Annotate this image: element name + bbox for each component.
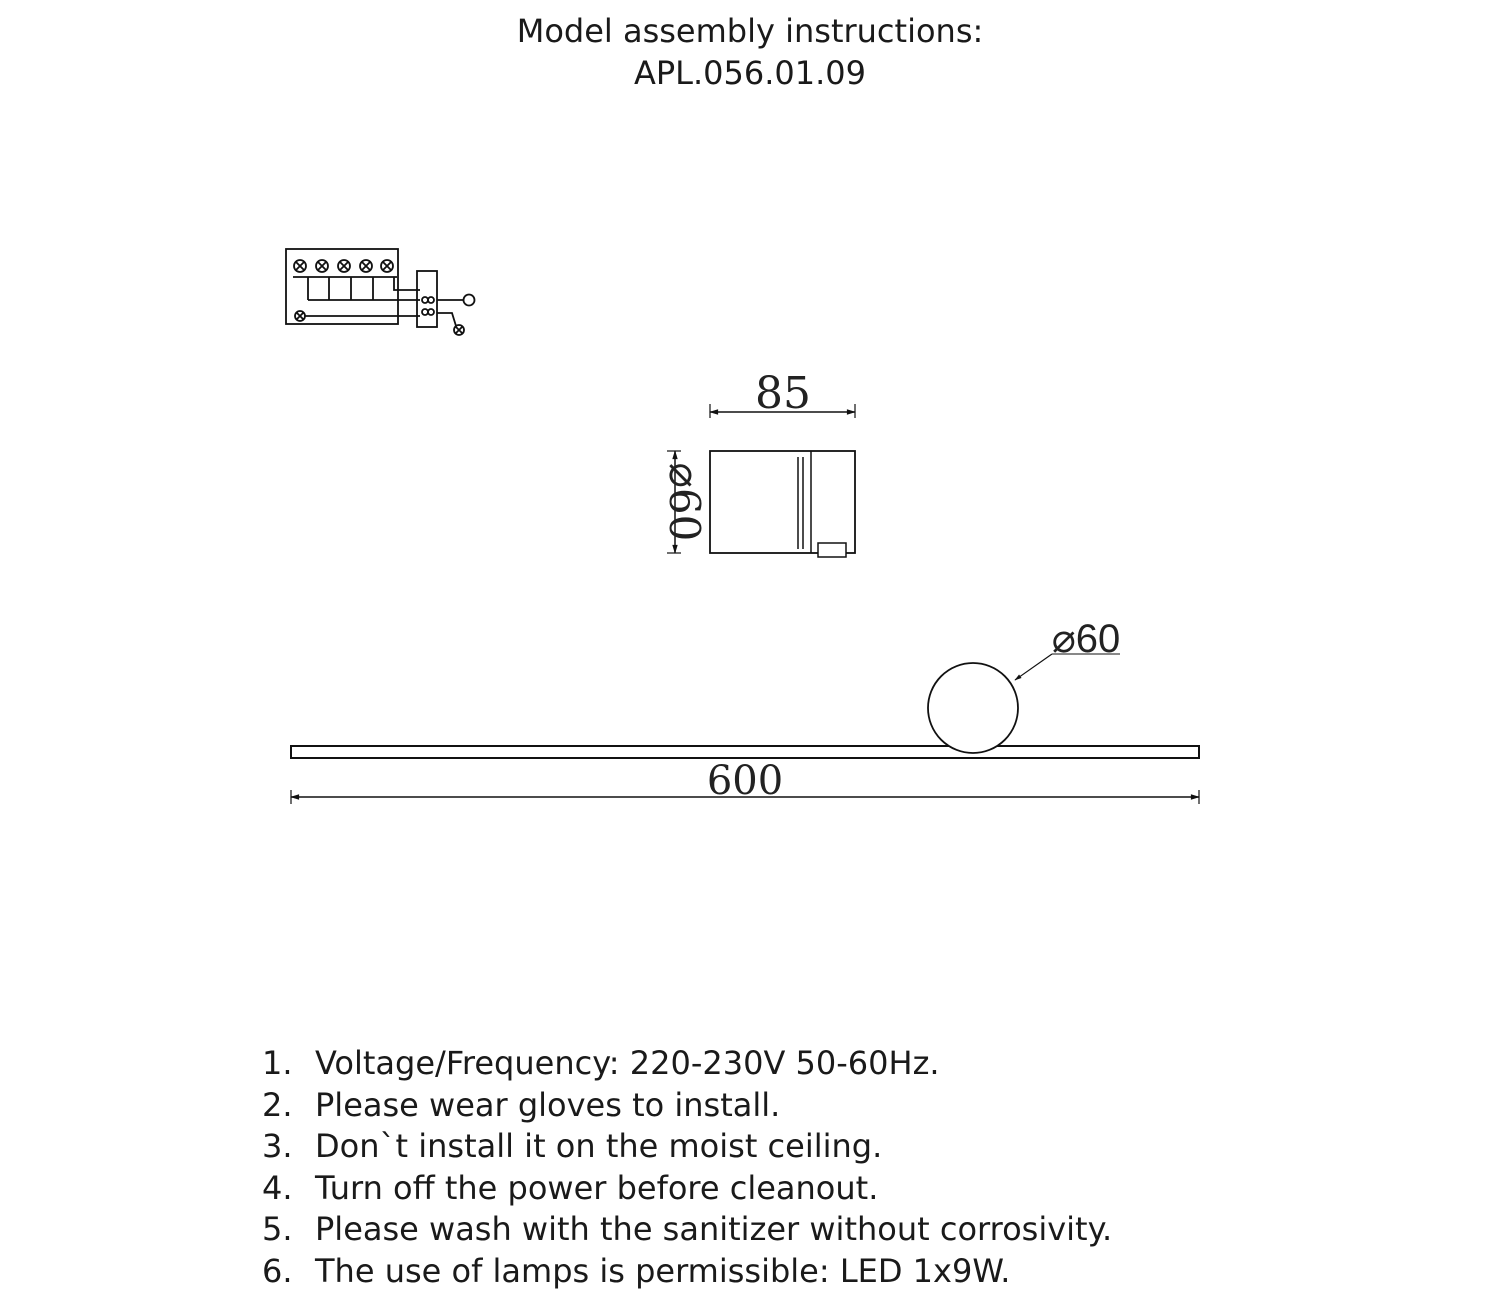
instruction-item [262,1043,1112,1085]
instruction-item [262,1251,1112,1293]
side-view [291,617,1199,804]
width-label: 85 [755,368,811,419]
length-label: 600 [706,758,784,804]
item-number: 1. [262,1044,293,1082]
sphere-diameter-label: ⌀60 [1051,617,1121,661]
instruction-item [262,1126,1112,1168]
item-number: 2. [262,1085,293,1124]
item-number: 3. [262,1127,293,1165]
page-title: Model assembly instructions: [516,12,984,50]
instruction-item [262,1085,1112,1127]
instruction-item [262,1168,1112,1210]
item-text: Voltage/Frequency: 220-230V 50-60Hz. [315,1044,940,1082]
item-number: 4. [262,1168,293,1207]
lamp-bar-outline [291,746,1199,758]
item-text: Turn off the power before cleanout. [315,1168,879,1207]
instruction-item [262,1209,1112,1251]
top-view [660,368,855,557]
lamp-head-outline [710,451,855,553]
item-text: The use of lamps is permissible: LED 1x9W. [315,1251,1011,1290]
terminal-screw-icon [294,260,393,272]
top-diameter-label: ⌀60 [660,462,709,542]
model-number: APL.056.01.09 [633,54,867,92]
terminal-block-schematic [286,249,475,335]
item-text: Please wear gloves to install. [315,1085,781,1124]
instructions-list [262,1043,1112,1292]
item-text: Please wash with the sanitizer without corrosivity. [315,1210,1113,1248]
item-number: 6. [262,1251,293,1290]
lamp-sphere-outline [928,663,1018,753]
item-text: Don`t install it on the moist ceiling. [315,1127,883,1165]
item-number: 5. [262,1210,293,1248]
